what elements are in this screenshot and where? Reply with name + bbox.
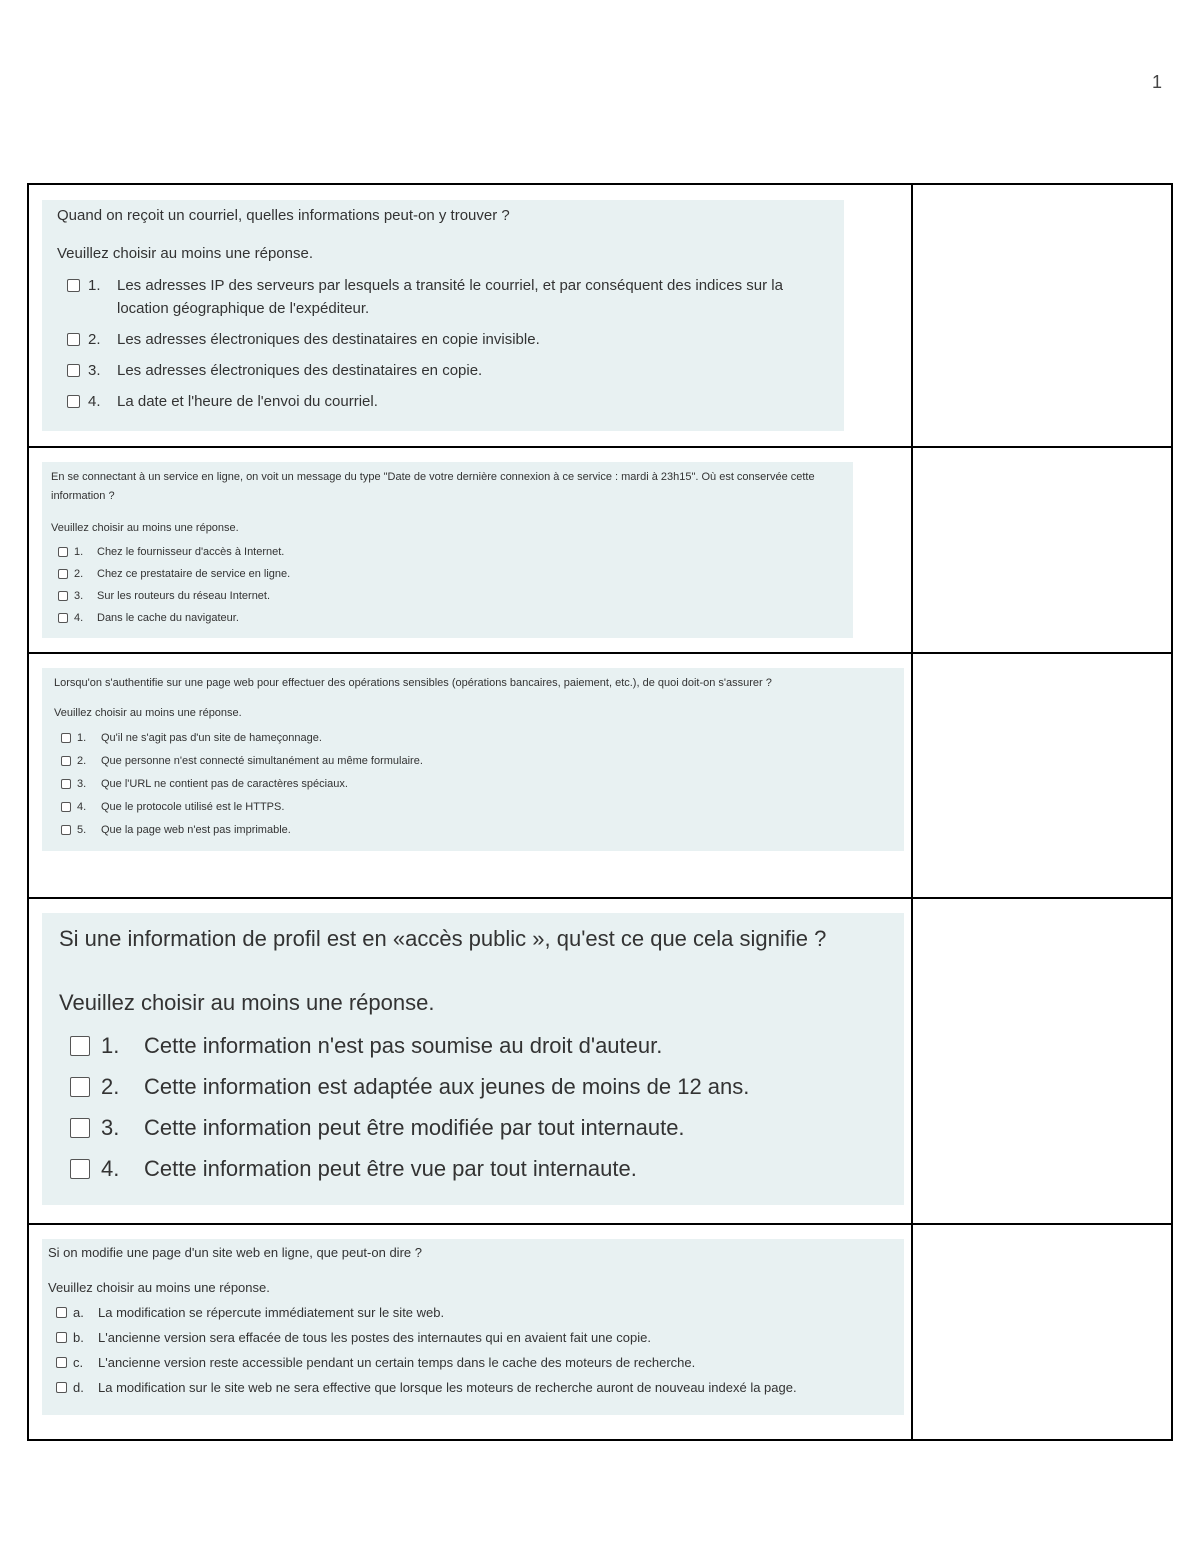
choice-number: 2.	[74, 568, 84, 580]
choice-text: Cette information peut être vue par tout internaute.	[144, 1156, 637, 1181]
checkbox[interactable]	[67, 395, 80, 408]
choice-item[interactable]	[59, 1154, 890, 1184]
choice-number: 1.	[101, 1033, 120, 1058]
choice-text: L'ancienne version reste accessible pendant un certain temps dans le cache des moteurs de recherche.	[98, 1355, 696, 1370]
answer-cell	[912, 447, 1172, 653]
choice-number: 3.	[74, 590, 84, 602]
questions-table	[27, 183, 1173, 1441]
question-text: Si on modifie une page d'un site web en ligne, que peut-on dire ?	[48, 1245, 422, 1260]
question-box	[42, 1239, 904, 1415]
checkbox[interactable]	[67, 279, 80, 292]
checkbox[interactable]	[70, 1036, 90, 1056]
question-row	[28, 1224, 1172, 1440]
question-cell	[28, 653, 912, 898]
choice-list	[59, 1031, 890, 1184]
choice-item[interactable]	[54, 822, 894, 839]
choice-text: Que la page web n'est pas imprimable.	[101, 824, 291, 836]
checkbox[interactable]	[58, 613, 68, 623]
checkbox[interactable]	[70, 1118, 90, 1138]
checkbox[interactable]	[61, 802, 71, 812]
answer-cell	[912, 653, 1172, 898]
question-row	[28, 898, 1172, 1224]
choice-text: Les adresses IP des serveurs par lesquels a transité le courriel, et par conséquent des indices sur la location géographique de l'expéditeur.	[117, 277, 783, 317]
choice-list	[54, 730, 894, 839]
choice-item[interactable]	[48, 1378, 892, 1397]
answer-cell	[912, 898, 1172, 1224]
checkbox[interactable]	[56, 1307, 67, 1318]
choice-text: Que l'URL ne contient pas de caractères spéciaux.	[101, 778, 348, 790]
checkbox[interactable]	[58, 547, 68, 557]
checkbox[interactable]	[56, 1382, 67, 1393]
checkbox[interactable]	[58, 569, 68, 579]
choice-number: 3.	[88, 362, 101, 379]
choice-number: d.	[73, 1380, 84, 1395]
choice-item[interactable]	[54, 753, 894, 770]
question-box	[42, 462, 853, 638]
choice-list	[48, 1303, 892, 1397]
question-cell	[28, 447, 912, 653]
question-instruction: Veuillez choisir au moins une réponse.	[48, 1280, 270, 1295]
choice-item[interactable]	[48, 1303, 892, 1322]
choice-text: Les adresses électroniques des destinataires en copie invisible.	[117, 331, 540, 348]
choice-item[interactable]	[54, 776, 894, 793]
choice-number: 1.	[77, 732, 87, 744]
choice-number: 2.	[88, 331, 101, 348]
choice-number: 4.	[88, 393, 101, 410]
choice-text: Qu'il ne s'agit pas d'un site de hameçonnage.	[101, 732, 322, 744]
question-cell	[28, 1224, 912, 1440]
choice-text: Dans le cache du navigateur.	[97, 612, 239, 624]
choice-number: 1.	[74, 546, 84, 558]
choice-item[interactable]	[57, 390, 830, 413]
choice-text: Cette information peut être modifiée par tout internaute.	[144, 1115, 685, 1140]
choice-text: La modification se répercute immédiatement sur le site web.	[98, 1305, 445, 1320]
question-cell	[28, 184, 912, 447]
checkbox[interactable]	[56, 1357, 67, 1368]
choice-item[interactable]	[54, 730, 894, 747]
choice-item[interactable]	[51, 566, 841, 582]
choice-text: Cette information est adaptée aux jeunes de moins de 12 ans.	[144, 1074, 750, 1099]
choice-item[interactable]	[57, 359, 830, 382]
question-text: Si une information de profil est en «accès public », qu'est ce que cela signifie ?	[59, 926, 827, 951]
choice-list	[57, 274, 830, 413]
checkbox[interactable]	[67, 333, 80, 346]
checkbox[interactable]	[61, 733, 71, 743]
choice-item[interactable]	[48, 1328, 892, 1347]
choice-item[interactable]	[59, 1072, 890, 1102]
choice-number: 2.	[77, 755, 87, 767]
choice-number: 4.	[77, 801, 87, 813]
checkbox[interactable]	[67, 364, 80, 377]
checkbox[interactable]	[58, 591, 68, 601]
choice-text: Chez le fournisseur d'accès à Internet.	[97, 546, 285, 558]
question-row	[28, 184, 1172, 447]
choice-text: La modification sur le site web ne sera effective que lorsque les moteurs de recherche auront de nouveau indexé la page.	[98, 1380, 797, 1395]
question-cell	[28, 898, 912, 1224]
choice-number: 1.	[88, 277, 101, 294]
checkbox[interactable]	[70, 1077, 90, 1097]
question-box	[42, 668, 904, 851]
choice-item[interactable]	[48, 1353, 892, 1372]
choice-number: 5.	[77, 824, 87, 836]
question-text: Quand on reçoit un courriel, quelles informations peut-on y trouver ?	[57, 207, 510, 224]
choice-item[interactable]	[51, 610, 841, 626]
choice-text: Cette information n'est pas soumise au droit d'auteur.	[144, 1033, 663, 1058]
question-text: Lorsqu'on s'authentifie sur une page web pour effectuer des opérations sensibles (opérations bancaires, paiement, etc.), de quoi doit-on s'assurer ?	[54, 677, 772, 689]
choice-text: Chez ce prestataire de service en ligne.	[97, 568, 291, 580]
page-number: 1	[1152, 72, 1163, 92]
question-instruction: Veuillez choisir au moins une réponse.	[57, 245, 313, 262]
choice-item[interactable]	[51, 588, 841, 604]
choice-item[interactable]	[54, 799, 894, 816]
question-instruction: Veuillez choisir au moins une réponse.	[59, 990, 435, 1015]
choice-list	[51, 544, 841, 626]
choice-number: b.	[73, 1330, 84, 1345]
question-row	[28, 653, 1172, 898]
checkbox[interactable]	[56, 1332, 67, 1343]
choice-item[interactable]	[59, 1113, 890, 1143]
choice-number: 3.	[101, 1115, 120, 1140]
choice-number: c.	[73, 1355, 84, 1370]
choice-item[interactable]	[51, 544, 841, 560]
question-box	[42, 200, 844, 431]
answer-cell	[912, 184, 1172, 447]
answer-cell	[912, 1224, 1172, 1440]
checkbox[interactable]	[61, 825, 71, 835]
choice-text: La date et l'heure de l'envoi du courriel.	[117, 393, 378, 410]
checkbox[interactable]	[70, 1159, 90, 1179]
choice-text: Que le protocole utilisé est le HTTPS.	[101, 801, 285, 813]
checkbox[interactable]	[61, 756, 71, 766]
question-row	[28, 447, 1172, 653]
choice-number: 4.	[101, 1156, 120, 1181]
checkbox[interactable]	[61, 779, 71, 789]
choice-text: L'ancienne version sera effacée de tous les postes des internautes qui en avaient fait une copie.	[98, 1330, 651, 1345]
question-instruction: Veuillez choisir au moins une réponse.	[51, 522, 239, 534]
choice-item[interactable]	[57, 328, 830, 351]
choice-text: Que personne n'est connecté simultanément au même formulaire.	[101, 755, 423, 767]
choice-item[interactable]	[59, 1031, 890, 1061]
choice-text: Sur les routeurs du réseau Internet.	[97, 590, 271, 602]
choice-number: 3.	[77, 778, 87, 790]
choice-item[interactable]	[57, 274, 830, 320]
choice-number: 4.	[74, 612, 84, 624]
choice-text: Les adresses électroniques des destinataires en copie.	[117, 362, 483, 379]
question-instruction: Veuillez choisir au moins une réponse.	[54, 707, 242, 719]
question-text: En se connectant à un service en ligne, on voit un message du type "Date de votre dernière connexion à ce service : mardi à 23h15". Où est conservée cette information ?	[51, 471, 815, 502]
choice-number: 2.	[101, 1074, 120, 1099]
choice-number: a.	[73, 1305, 84, 1320]
question-box	[42, 913, 904, 1205]
